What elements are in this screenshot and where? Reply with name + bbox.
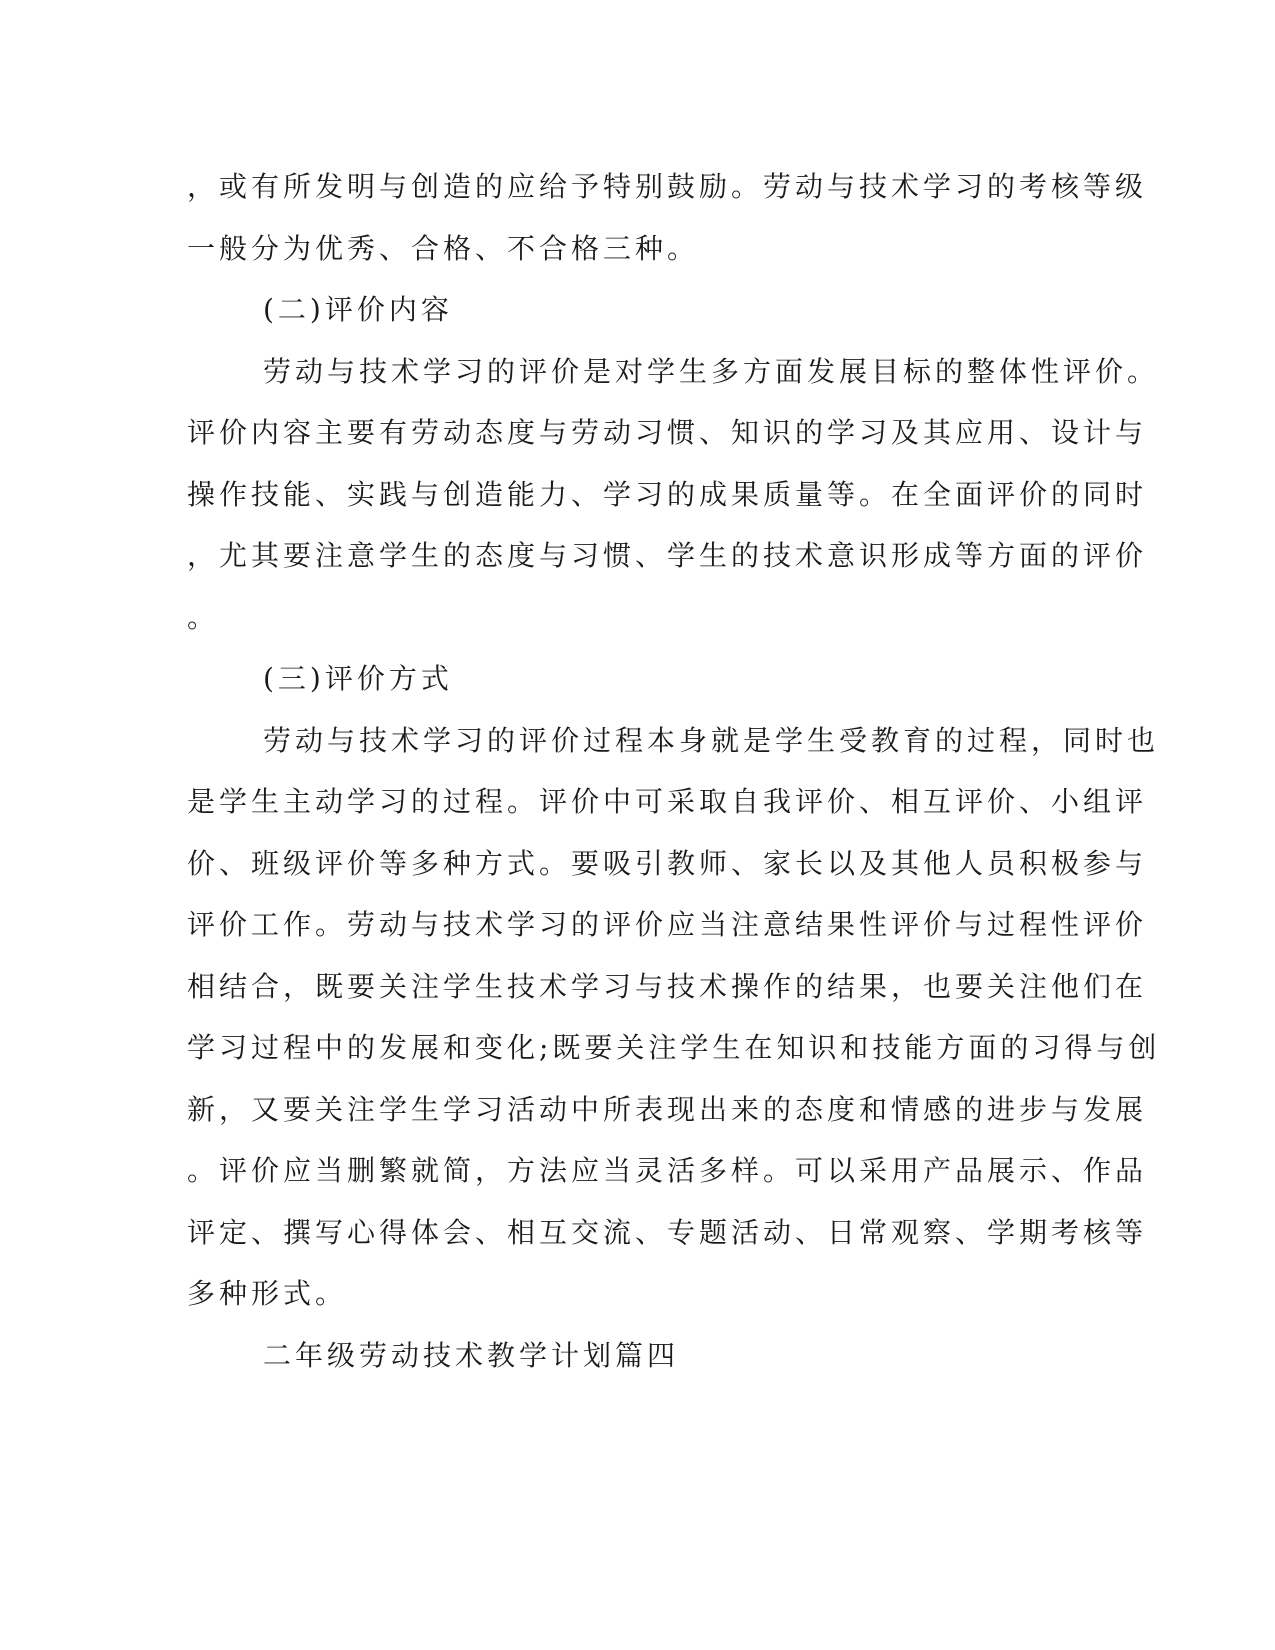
paragraph-line: 。 (187, 600, 220, 634)
section-heading-line: (二)评价内容 (263, 293, 453, 326)
paragraph-line: 学习过程中的发展和变化;既要关注学生在知识和技能方面的习得与创 (187, 1031, 1161, 1064)
paragraph-line: 。评价应当删繁就简，方法应当灵活多样。可以采用产品展示、作品 (187, 1154, 1148, 1187)
paragraph-line: 评价工作。劳动与技术学习的评价应当注意结果性评价与过程性评价 (187, 908, 1148, 941)
section-heading-line: (三)评价方式 (263, 662, 453, 695)
paragraph-line: 新，又要关注学生学习活动中所表现出来的态度和情感的进步与发展 (187, 1092, 1148, 1126)
paragraph-line: 相结合，既要关注学生技术学习与技术操作的结果，也要关注他们在 (187, 969, 1148, 1003)
paragraph-line: 劳动与技术学习的评价过程本身就是学生受教育的过程，同时也 (263, 723, 1160, 757)
paragraph-line: 操作技能、实践与创造能力、学习的成果质量等。在全面评价的同时 (187, 477, 1148, 511)
paragraph-line: 是学生主动学习的过程。评价中可采取自我评价、相互评价、小组评 (187, 785, 1148, 818)
paragraph-line: 评定、撰写心得体会、相互交流、专题活动、日常观察、学期考核等 (187, 1215, 1148, 1249)
document-body (187, 156, 1161, 1386)
section-heading-line: 二年级劳动技术教学计划篇四 (263, 1338, 680, 1372)
paragraph-line: 劳动与技术学习的评价是对学生多方面发展目标的整体性评价。 (263, 354, 1160, 388)
paragraph-line: 一般分为优秀、合格、不合格三种。 (187, 231, 700, 265)
paragraph-line: ，尤其要注意学生的态度与习惯、学生的技术意识形成等方面的评价 (187, 539, 1148, 572)
paragraph-line: 多种形式。 (187, 1277, 348, 1310)
paragraph-line: 评价内容主要有劳动态度与劳动习惯、知识的学习及其应用、设计与 (187, 416, 1148, 449)
paragraph-line: 价、班级评价等多种方式。要吸引教师、家长以及其他人员积极参与 (187, 846, 1148, 880)
paragraph-line: ，或有所发明与创造的应给予特别鼓励。劳动与技术学习的考核等级 (187, 170, 1148, 203)
